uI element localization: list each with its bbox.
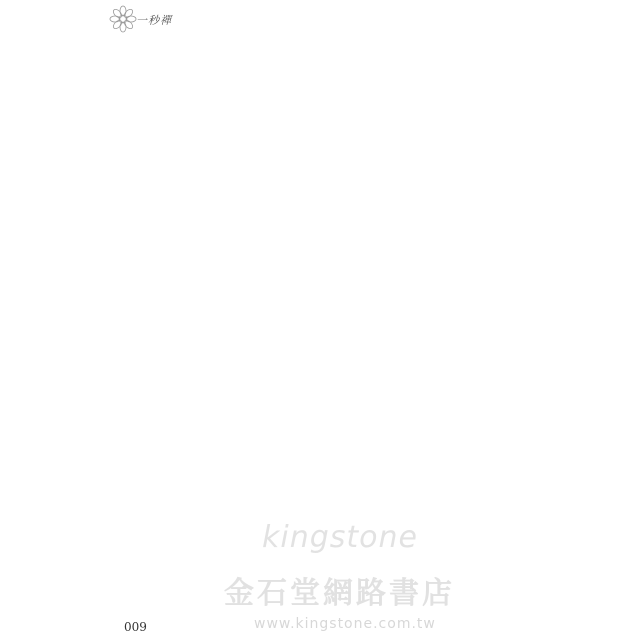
body-text bbox=[160, 130, 510, 582]
running-header-title: 一秒禪 bbox=[136, 14, 172, 27]
lotus-ornament-icon bbox=[108, 4, 138, 34]
text-column bbox=[478, 130, 510, 582]
text-column bbox=[287, 130, 319, 582]
text-column bbox=[351, 130, 383, 582]
watermark-logo: kingstone bbox=[262, 520, 418, 555]
text-column bbox=[192, 130, 224, 582]
text-column bbox=[224, 130, 256, 582]
text-column bbox=[319, 130, 351, 582]
text-column bbox=[255, 130, 287, 582]
text-column bbox=[446, 130, 478, 582]
page-number: 009 bbox=[124, 620, 147, 634]
page-header bbox=[108, 4, 178, 34]
watermark-store-name: 金石堂網路書店 bbox=[224, 576, 455, 611]
watermark-url: www.kingstone.com.tw bbox=[254, 616, 436, 632]
text-column bbox=[160, 130, 192, 582]
text-column bbox=[415, 130, 447, 582]
text-column bbox=[383, 130, 415, 582]
